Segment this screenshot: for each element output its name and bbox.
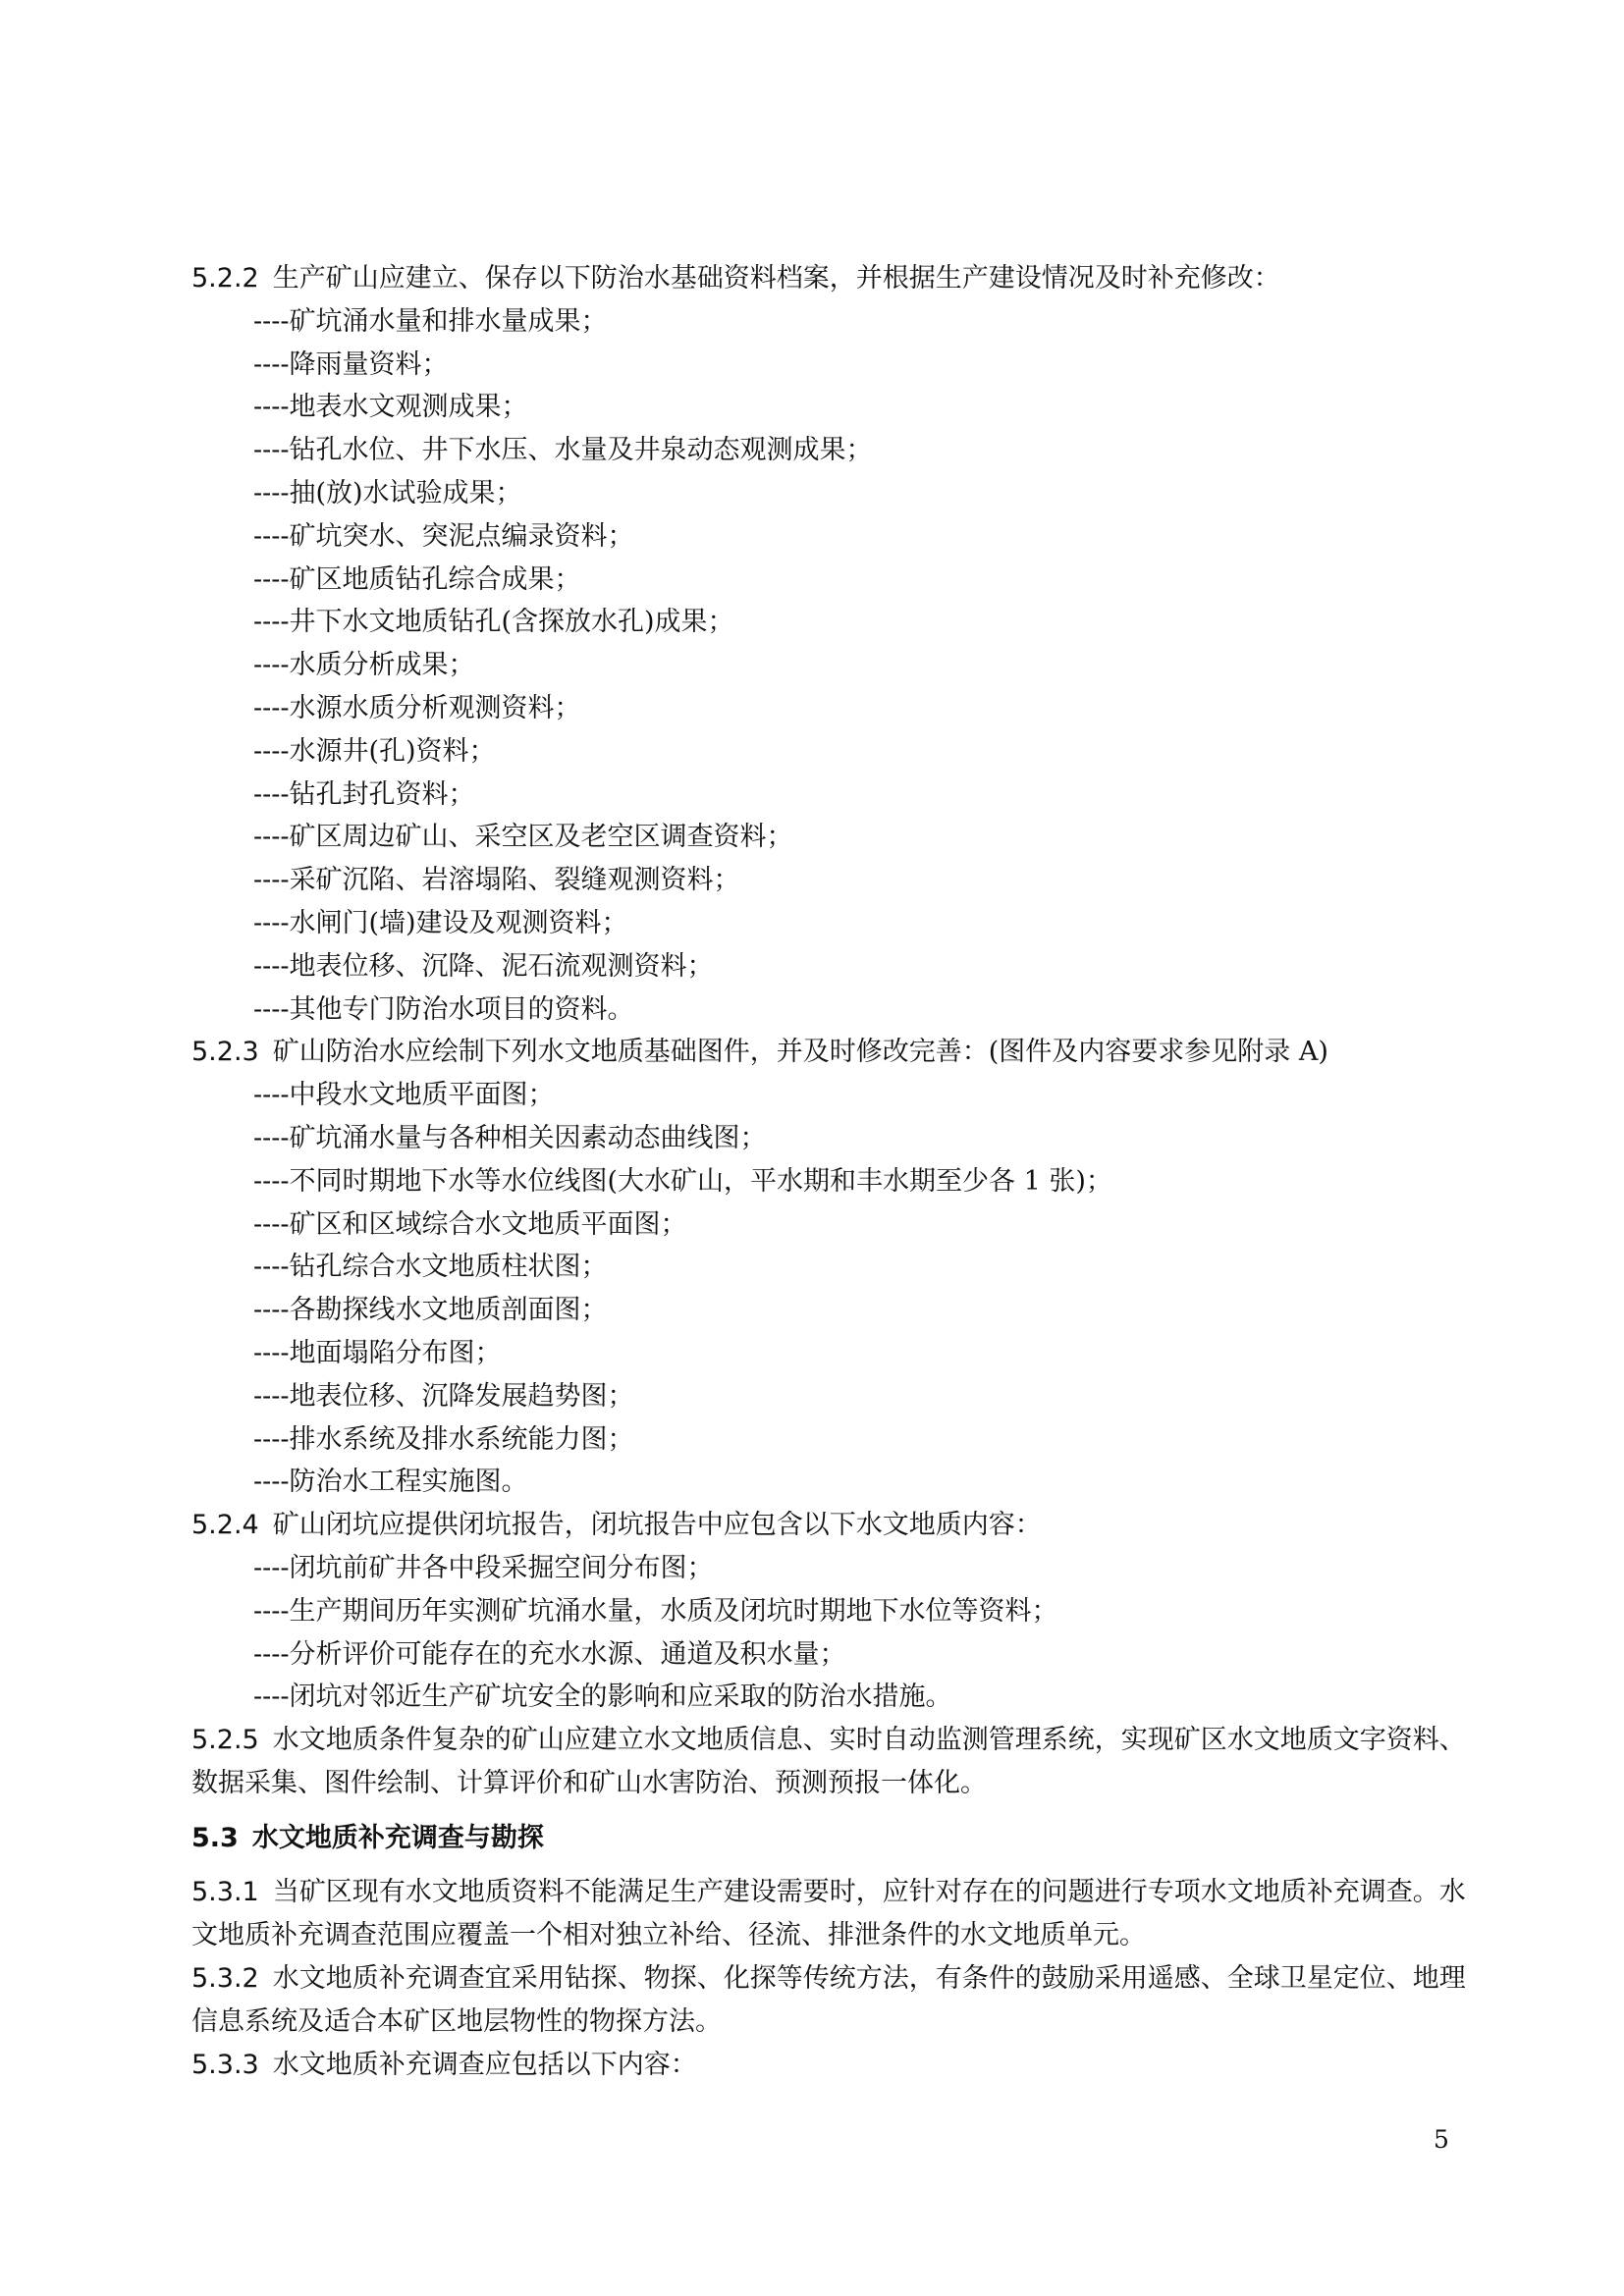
clause-number: 5.2.4 — [191, 1510, 259, 1541]
clause-text: 水文地质补充调查宜采用钻探、物探、化探等传统方法，有条件的鼓励采用遥感、全球卫星定位、地理信息系统及适合本矿区地层物性的物探方法。 — [191, 1963, 1466, 2037]
list-item: ----地面塌陷分布图； — [253, 1337, 502, 1368]
section-title: 水文地质补充调查与勘探 — [251, 1822, 544, 1853]
list-item: ----矿坑突水、突泥点编录资料； — [253, 520, 634, 552]
clause-5-3-3 — [191, 2044, 1483, 2087]
list-item: ----地表水文观测成果； — [253, 392, 528, 423]
list-item: ----水闸门(墙)建设及观测资料； — [253, 907, 628, 938]
list-item: ----水源水质分析观测资料； — [253, 692, 581, 723]
clause-5-2-3 — [191, 1031, 1483, 1074]
clause-5-3-1 — [191, 1871, 1483, 1957]
clause-text: 水文地质补充调查应包括以下内容： — [272, 2049, 697, 2080]
clause-text: 当矿区现有水文地质资料不能满足生产建设需要时，应针对存在的问题进行专项水文地质补充调查。水文地质补充调查范围应覆盖一个相对独立补给、径流、排泄条件的水文地质单元。 — [191, 1877, 1466, 1951]
list-item: ----分析评价可能存在的充水水源、通道及积水量； — [253, 1638, 846, 1670]
list-item: ----矿区和区域综合水文地质平面图； — [253, 1208, 687, 1240]
clause-5-3-2 — [191, 1957, 1483, 2044]
list-item: ----其他专门防治水项目的资料。 — [253, 993, 634, 1025]
clause-5-2-2 — [191, 257, 1483, 300]
list-item: ----水质分析成果； — [253, 650, 475, 681]
list-item: ----矿区地质钻孔综合成果； — [253, 563, 581, 595]
list-item: ----采矿沉陷、岩溶塌陷、裂缝观测资料； — [253, 865, 740, 896]
list-item: ----地表位移、沉降、泥石流观测资料； — [253, 950, 714, 982]
clause-text: 矿山防治水应绘制下列水文地质基础图件，并及时修改完善：(图件及内容要求参见附录 A) — [272, 1037, 1328, 1068]
list-item: ----井下水文地质钻孔(含探放水孔)成果； — [253, 607, 734, 638]
list-item: ----钻孔水位、井下水压、水量及井泉动态观测成果； — [253, 435, 873, 466]
page-number: 5 — [1434, 2125, 1449, 2154]
section-heading-5-3 — [191, 1817, 1483, 1860]
list-item: ----矿区周边矿山、采空区及老空区调查资料； — [253, 822, 793, 853]
list-item: ----闭坑前矿井各中段采掘空间分布图； — [253, 1552, 714, 1583]
list-item: ----钻孔封孔资料； — [253, 778, 475, 810]
list-item: ----排水系统及排水系统能力图； — [253, 1423, 634, 1455]
clause-5-2-5 — [191, 1719, 1483, 1805]
list-item: ----不同时期地下水等水位线图(大水矿山，平水期和丰水期至少各 1 张)； — [253, 1165, 1112, 1197]
list-item: ----水源井(孔)资料； — [253, 735, 496, 767]
clause-number: 5.2.2 — [191, 263, 259, 294]
section-number: 5.3 — [191, 1822, 239, 1853]
list-item: ----防治水工程实施图。 — [253, 1467, 528, 1498]
clause-number: 5.3.1 — [191, 1877, 259, 1908]
list-item: ----矿坑涌水量和排水量成果； — [253, 305, 608, 337]
list-item: ----中段水文地质平面图； — [253, 1080, 555, 1111]
list-item: ----钻孔综合水文地质柱状图； — [253, 1252, 608, 1283]
clause-5-2-4 — [191, 1504, 1483, 1547]
clause-text: 生产矿山应建立、保存以下防治水基础资料档案，并根据生产建设情况及时补充修改： — [272, 263, 1280, 294]
list-item: ----生产期间历年实测矿坑涌水量，水质及闭坑时期地下水位等资料； — [253, 1595, 1058, 1627]
clause-text: 矿山闭坑应提供闭坑报告，闭坑报告中应包含以下水文地质内容： — [272, 1510, 1042, 1541]
document-body — [191, 257, 1483, 2086]
list-item: ----降雨量资料； — [253, 348, 449, 380]
clause-number: 5.3.2 — [191, 1963, 259, 1995]
list-item: ----抽(放)水试验成果； — [253, 477, 522, 508]
clause-number: 5.2.5 — [191, 1725, 259, 1756]
list-item: ----各勘探线水文地质剖面图； — [253, 1295, 608, 1326]
list-item: ----闭坑对邻近生产矿坑安全的影响和应采取的防治水措施。 — [253, 1682, 952, 1713]
clause-text: 水文地质条件复杂的矿山应建立水文地质信息、实时自动监测管理系统，实现矿区水文地质文字资料、数据采集、图件绘制、计算评价和矿山水害防治、预测预报一体化。 — [191, 1725, 1466, 1798]
clause-number: 5.3.3 — [191, 2049, 259, 2080]
clause-number: 5.2.3 — [191, 1037, 259, 1068]
list-item: ----矿坑涌水量与各种相关因素动态曲线图； — [253, 1122, 767, 1153]
list-item: ----地表位移、沉降发展趋势图； — [253, 1380, 634, 1412]
